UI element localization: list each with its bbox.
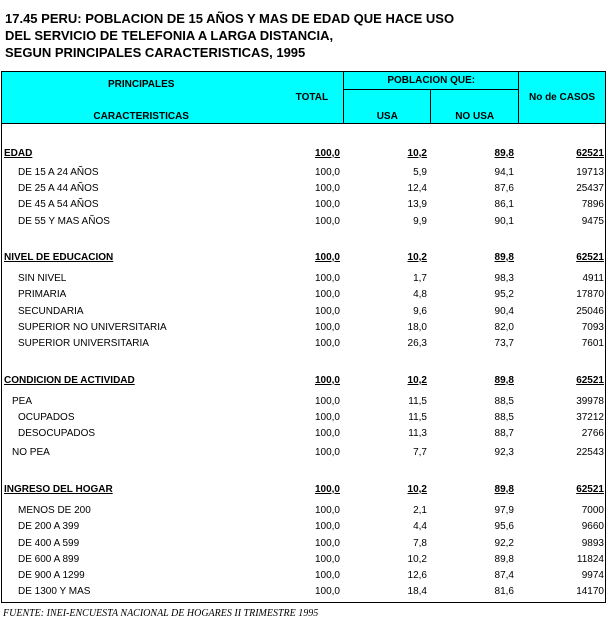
total-cell: 100,0 (314, 322, 340, 333)
casos-cell: 9660 (581, 521, 604, 532)
row-label: DE 900 A 1299 (18, 570, 85, 581)
no-usa-cell: 92,2 (494, 538, 514, 549)
section-row (2, 250, 605, 266)
casos-cell: 14170 (576, 586, 604, 597)
row-label: OCUPADOS (18, 412, 75, 423)
row-label: INGRESO DEL HOGAR (4, 484, 113, 495)
no-usa-cell: 97,9 (494, 505, 514, 516)
section-row (2, 373, 605, 389)
row-label: SUPERIOR NO UNIVERSITARIA (18, 322, 167, 333)
casos-cell: 2766 (581, 428, 604, 439)
total-cell: 100,0 (314, 586, 340, 597)
usa-cell: 9,6 (413, 306, 427, 317)
usa-cell: 12,4 (407, 183, 427, 194)
casos-cell: 17870 (576, 289, 604, 300)
total-cell: 100,0 (314, 273, 340, 284)
casos-cell: 9893 (581, 538, 604, 549)
header-principales-cell (2, 72, 281, 124)
title-line-2: DEL SERVICIO DE TELEFONIA A LARGA DISTANCIA, (5, 28, 334, 43)
usa-cell: 1,7 (413, 273, 427, 284)
usa-cell: 7,8 (413, 538, 427, 549)
usa-cell: 9,9 (413, 216, 427, 227)
table-row (2, 584, 605, 600)
total-cell: 100,0 (314, 396, 340, 407)
document-title (5, 10, 454, 61)
casos-cell: 39978 (576, 396, 604, 407)
row-label: MENOS DE 200 (18, 505, 91, 516)
row-label: DE 55 Y MAS AÑOS (18, 216, 110, 227)
total-cell: 100,0 (314, 428, 340, 439)
title-line-1: 17.45 PERU: POBLACION DE 15 AÑOS Y MAS DE EDAD QUE HACE USO (5, 11, 455, 26)
table-body (1, 124, 606, 603)
row-label: NO PEA (12, 447, 50, 458)
total-cell: 100,0 (314, 306, 340, 317)
header-principales: PRINCIPALES (107, 79, 175, 90)
no-usa-cell: 88,7 (494, 428, 514, 439)
table-row (2, 394, 605, 410)
table-row (2, 426, 605, 442)
no-usa-cell: 86,1 (494, 199, 514, 210)
no-usa-cell: 94,1 (494, 167, 514, 178)
table-row (2, 165, 605, 181)
casos-cell: 25437 (576, 183, 604, 194)
usa-cell: 13,9 (407, 199, 427, 210)
total-cell: 100,0 (314, 538, 340, 549)
header-caracteristicas: CARACTERISTICAS (93, 111, 189, 122)
total-cell: 100,0 (314, 167, 340, 178)
total-cell: 100,0 (314, 148, 340, 159)
usa-cell: 11,5 (408, 396, 427, 407)
no-usa-cell: 98,3 (494, 273, 514, 284)
row-label: DE 200 A 399 (18, 521, 80, 532)
no-usa-cell: 95,2 (494, 289, 514, 300)
casos-cell: 9974 (581, 570, 604, 581)
table-row (2, 552, 605, 568)
casos-cell: 25046 (576, 306, 604, 317)
row-label: DE 45 A 54 AÑOS (18, 199, 99, 210)
usa-cell: 26,3 (407, 338, 427, 349)
no-usa-cell: 89,8 (494, 252, 514, 263)
row-label: SECUNDARIA (18, 306, 84, 317)
no-usa-cell: 81,6 (494, 586, 514, 597)
table-row (2, 287, 605, 303)
table-row (2, 445, 605, 461)
row-label: SIN NIVEL (18, 273, 67, 284)
row-label: SUPERIOR UNIVERSITARIA (18, 338, 149, 349)
table-row (2, 271, 605, 287)
row-label: EDAD (4, 148, 33, 159)
table-row (2, 410, 605, 426)
no-usa-cell: 92,3 (494, 447, 514, 458)
total-cell: 100,0 (314, 375, 340, 386)
no-usa-cell: 88,5 (494, 396, 514, 407)
total-cell: 100,0 (314, 505, 340, 516)
table-row (2, 503, 605, 519)
source-footnote: FUENTE: INEI-ENCUESTA NACIONAL DE HOGARES II TRIMESTRE 1995 (3, 608, 319, 619)
casos-cell: 4911 (582, 273, 604, 284)
usa-cell: 10,2 (407, 252, 427, 263)
table-row (2, 536, 605, 552)
no-usa-cell: 82,0 (494, 322, 514, 333)
header-casos: No de CASOS (519, 72, 606, 124)
table-row (2, 336, 605, 352)
row-label: DESOCUPADOS (18, 428, 96, 439)
total-cell: 100,0 (314, 216, 340, 227)
no-usa-cell: 90,4 (494, 306, 514, 317)
usa-cell: 4,4 (413, 521, 427, 532)
header-usa: USA (344, 90, 431, 124)
total-cell: 100,0 (314, 447, 340, 458)
casos-cell: 7896 (581, 199, 604, 210)
row-label: DE 15 A 24 AÑOS (18, 167, 99, 178)
row-label: PEA (12, 396, 33, 407)
casos-cell: 62521 (576, 148, 604, 159)
no-usa-cell: 90,1 (494, 216, 514, 227)
casos-cell: 19713 (576, 167, 604, 178)
total-cell: 100,0 (314, 199, 340, 210)
usa-cell: 11,3 (408, 428, 427, 439)
row-label: CONDICION DE ACTIVIDAD (4, 375, 135, 386)
total-cell: 100,0 (314, 484, 340, 495)
total-cell: 100,0 (314, 289, 340, 300)
section-row (2, 146, 605, 162)
casos-cell: 62521 (576, 252, 604, 263)
header-poblacion-que: POBLACION QUE: (344, 72, 519, 90)
no-usa-cell: 73,7 (494, 338, 514, 349)
casos-cell: 62521 (576, 484, 604, 495)
total-cell: 100,0 (314, 521, 340, 532)
total-cell: 100,0 (314, 412, 340, 423)
casos-cell: 7601 (581, 338, 604, 349)
no-usa-cell: 89,8 (494, 554, 514, 565)
row-label: DE 1300 Y MAS (18, 586, 91, 597)
casos-cell: 7000 (581, 505, 604, 516)
casos-cell: 7093 (581, 322, 604, 333)
usa-cell: 12,6 (407, 570, 427, 581)
row-label: NIVEL DE EDUCACION (4, 252, 114, 263)
total-cell: 100,0 (314, 183, 340, 194)
usa-cell: 18,0 (407, 322, 427, 333)
no-usa-cell: 87,6 (494, 183, 514, 194)
no-usa-cell: 89,8 (494, 148, 514, 159)
row-label: DE 400 A 599 (18, 538, 80, 549)
table-row (2, 519, 605, 535)
table-row (2, 568, 605, 584)
usa-cell: 2,1 (413, 505, 427, 516)
usa-cell: 4,8 (413, 289, 427, 300)
usa-cell: 7,7 (413, 447, 427, 458)
header-no-usa: NO USA (431, 90, 519, 124)
section-row (2, 482, 605, 498)
row-label: DE 600 A 899 (18, 554, 80, 565)
usa-cell: 5,9 (413, 167, 427, 178)
total-cell: 100,0 (314, 252, 340, 263)
usa-cell: 11,5 (408, 412, 427, 423)
casos-cell: 37212 (576, 412, 604, 423)
usa-cell: 10,2 (407, 554, 427, 565)
usa-cell: 10,2 (407, 148, 427, 159)
usa-cell: 18,4 (407, 586, 427, 597)
total-cell: 100,0 (314, 554, 340, 565)
casos-cell: 9475 (581, 216, 604, 227)
casos-cell: 11824 (576, 554, 604, 565)
title-line-3: SEGUN PRINCIPALES CARACTERISTICAS, 1995 (5, 45, 306, 60)
no-usa-cell: 89,8 (494, 375, 514, 386)
table-row (2, 181, 605, 197)
table-row (2, 214, 605, 230)
total-cell: 100,0 (314, 570, 340, 581)
casos-cell: 22543 (576, 447, 604, 458)
usa-cell: 10,2 (407, 375, 427, 386)
no-usa-cell: 89,8 (494, 484, 514, 495)
row-label: DE 25 A 44 AÑOS (18, 183, 99, 194)
table-row (2, 197, 605, 213)
table-row (2, 304, 605, 320)
usa-cell: 10,2 (407, 484, 427, 495)
table-row (2, 320, 605, 336)
table-header (1, 71, 606, 124)
no-usa-cell: 88,5 (494, 412, 514, 423)
total-cell: 100,0 (314, 338, 340, 349)
header-total: TOTAL (280, 72, 343, 124)
no-usa-cell: 95,6 (494, 521, 514, 532)
casos-cell: 62521 (576, 375, 604, 386)
row-label: PRIMARIA (18, 289, 67, 300)
no-usa-cell: 87,4 (494, 570, 514, 581)
